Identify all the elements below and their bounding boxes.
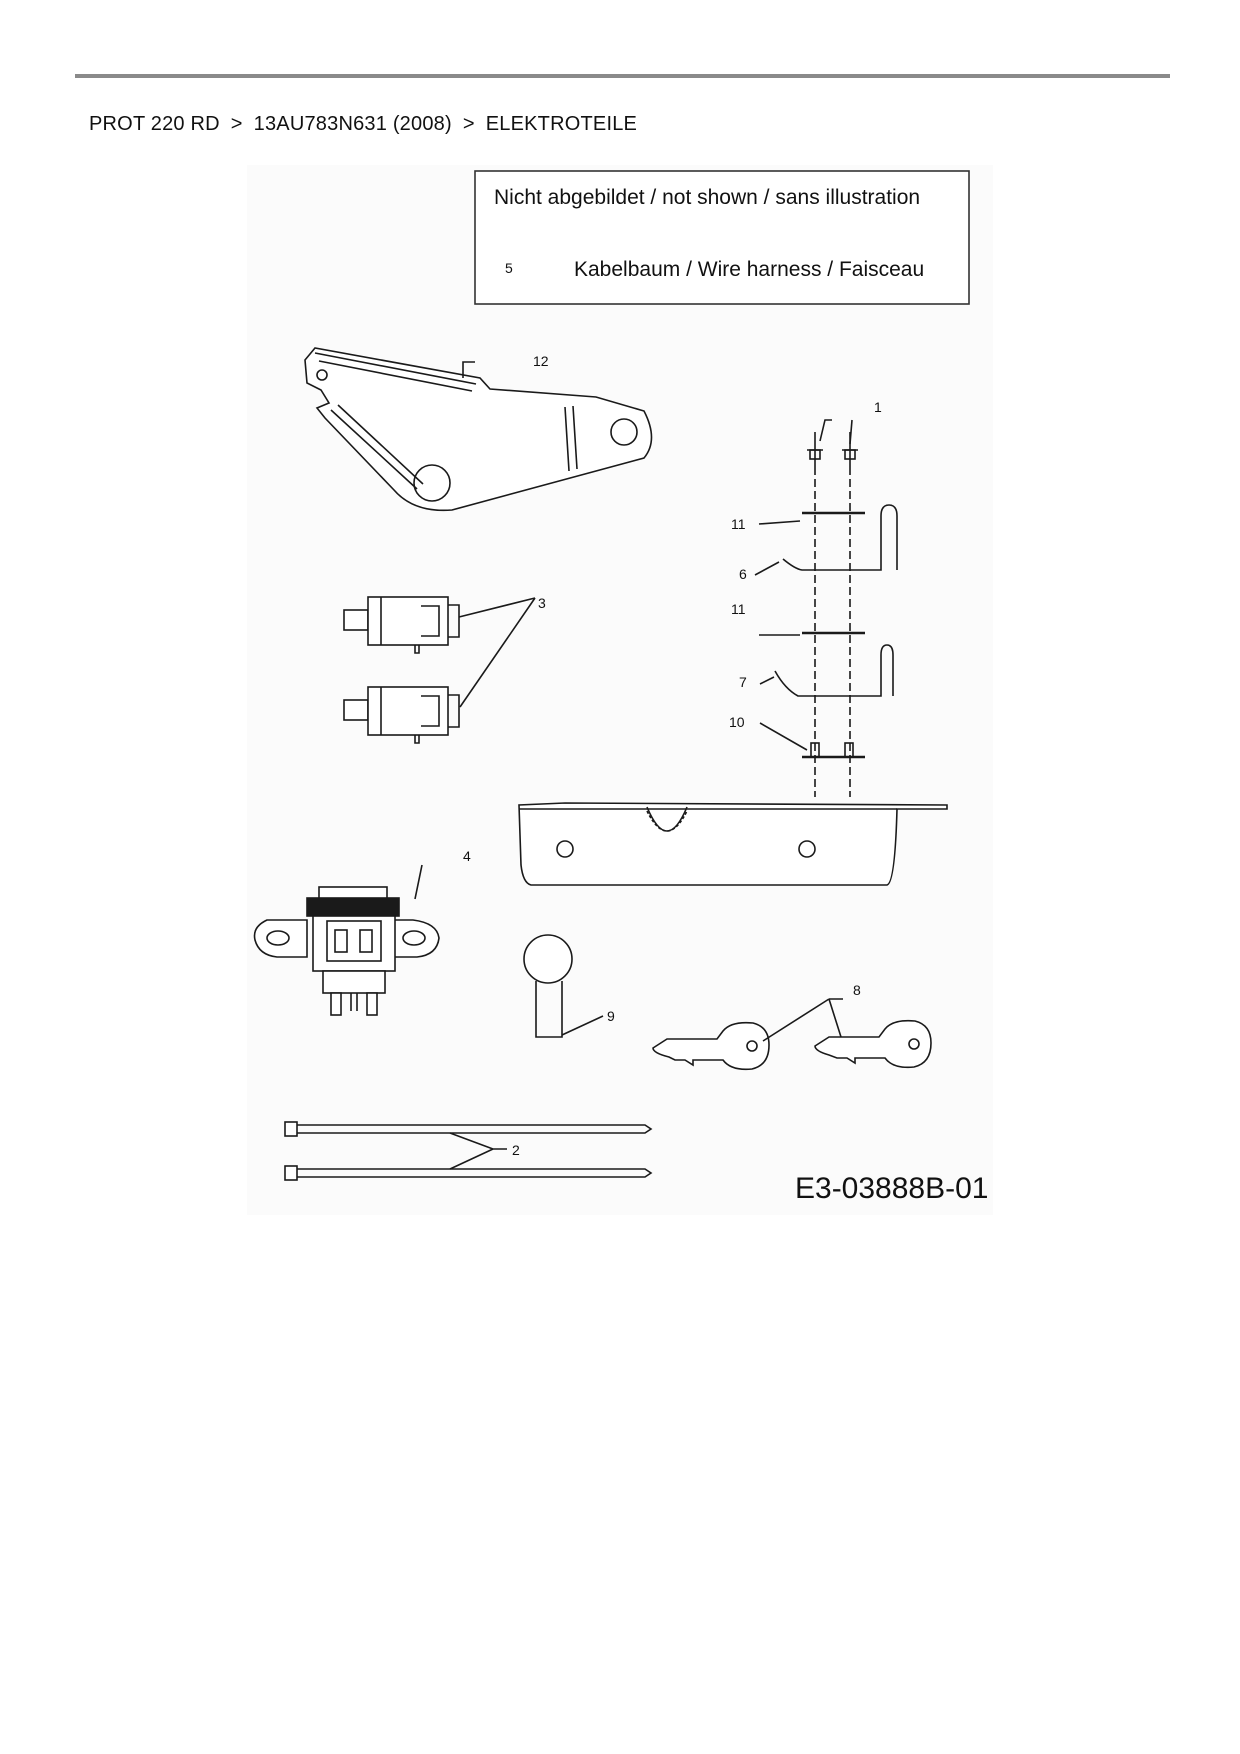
callout-6: 6 [739, 566, 747, 582]
cable-tie-part-2-lower [285, 1166, 651, 1180]
plate-part-10 [802, 743, 865, 757]
leader-line [415, 865, 422, 899]
breadcrumb-separator: > [230, 113, 243, 135]
mounting-base [519, 803, 947, 885]
parts-diagram-svg [247, 165, 993, 1215]
spring-part-6 [783, 505, 897, 570]
note-item-label: Kabelbaum / Wire harness / Faisceau [574, 258, 925, 281]
leader-line [459, 598, 535, 707]
leader-line [763, 999, 843, 1041]
switch-part-3-upper [344, 597, 459, 653]
key-part-8-right [815, 1021, 931, 1068]
breadcrumb-separator: > [462, 113, 475, 135]
breadcrumb [89, 113, 637, 136]
callout-8: 8 [853, 982, 861, 998]
callout-11-upper: 11 [731, 516, 746, 532]
leader-line [562, 1016, 603, 1035]
breadcrumb-model[interactable]: PROT 220 RD [89, 113, 220, 135]
callout-11-lower: 11 [731, 601, 746, 617]
breadcrumb-section: ELEKTROTEILE [485, 113, 638, 135]
leader-line [820, 420, 852, 444]
note-item-number: 5 [505, 260, 513, 276]
callout-3: 3 [538, 595, 546, 611]
switch-part-3-lower [344, 687, 459, 743]
callout-4: 4 [463, 848, 471, 864]
leader-line [450, 1133, 507, 1169]
top-divider [75, 74, 1170, 78]
bulb-part-9 [524, 935, 572, 1037]
key-part-8-left [653, 1023, 769, 1070]
callout-12: 12 [533, 353, 549, 369]
breadcrumb-serial[interactable]: 13AU783N631 (2008) [253, 113, 452, 135]
leader-line [755, 521, 807, 750]
parts-diagram [247, 165, 993, 1215]
spring-part-7 [775, 645, 893, 696]
callout-7: 7 [739, 674, 747, 690]
callout-1: 1 [874, 399, 882, 415]
bracket-part-12 [305, 348, 652, 510]
note-heading: Nicht abgebildet / not shown / sans illustration [494, 186, 921, 209]
drawing-id: E3-03888B-01 [795, 1172, 989, 1205]
callout-10: 10 [729, 714, 745, 730]
callout-9: 9 [607, 1008, 615, 1024]
cable-tie-part-2-upper [285, 1122, 651, 1136]
callout-2: 2 [512, 1142, 520, 1158]
ignition-switch-part-4 [255, 887, 440, 1015]
